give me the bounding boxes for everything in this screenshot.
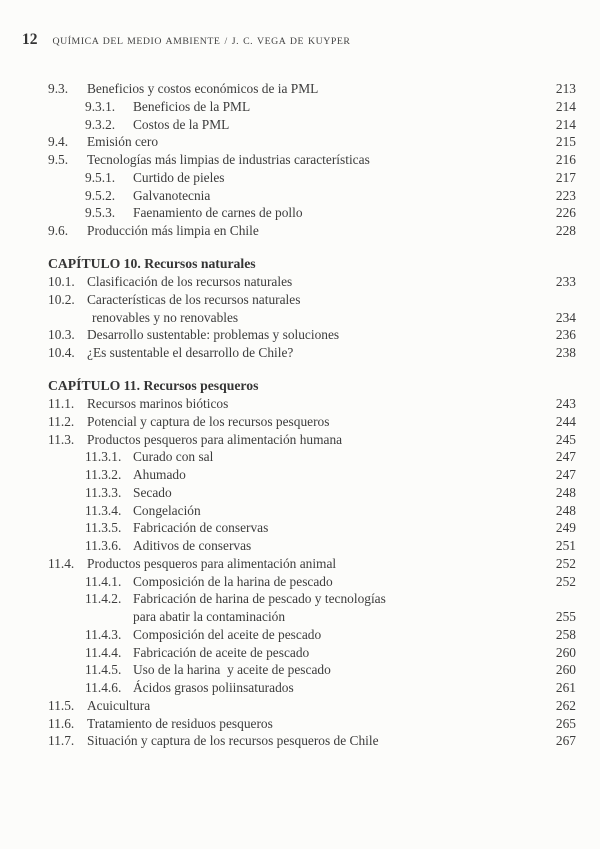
toc-entry-page: 261 — [555, 680, 576, 695]
toc-entry-title: Tecnologías más limpias de industrias características — [87, 152, 370, 167]
toc-entry-page: 260 — [555, 662, 576, 678]
toc-row — [48, 697, 576, 715]
toc-entry-title: ¿Es sustentable el desarrollo de Chile? — [87, 345, 294, 360]
toc-entry-title: para abatir la contaminación — [133, 609, 286, 624]
toc-row — [48, 222, 576, 240]
toc-row — [48, 98, 576, 116]
toc-row — [48, 715, 576, 733]
page-header — [22, 31, 351, 49]
toc-row — [48, 555, 576, 573]
toc-entry-title: Beneficios y costos económicos de ia PML — [87, 81, 319, 96]
toc-entry-title: Costos de la PML — [133, 116, 230, 132]
toc-entry-number: 11.4.4. — [85, 644, 122, 660]
chapter-heading — [48, 377, 576, 395]
toc-entry-page: 217 — [555, 169, 576, 185]
toc-entry-number: 11.3.4. — [85, 502, 122, 518]
toc-entry-page: 233 — [555, 274, 576, 289]
toc-row — [48, 326, 576, 344]
toc-entry-title: Ahumado — [133, 467, 186, 482]
toc-entry-page: 215 — [555, 134, 576, 150]
toc-entry-title: Acuicultura — [87, 697, 151, 713]
toc-entry-title: Curado con sal — [133, 449, 214, 465]
toc-row — [48, 80, 576, 98]
toc-row — [48, 169, 576, 187]
toc-entry-number: 11.5. — [48, 697, 75, 713]
toc-entry-page: 265 — [555, 715, 576, 731]
toc-entry-page: 251 — [555, 538, 576, 553]
toc-entry-number: 11.3.5. — [85, 520, 122, 536]
toc-entry-number: 11.6. — [48, 715, 75, 731]
toc-entry-title: Faenamiento de carnes de pollo — [133, 205, 303, 221]
chapter-title: CAPÍTULO 11. Recursos pesqueros — [48, 378, 259, 394]
toc-entry-page: 213 — [555, 81, 576, 96]
toc-entry-number: 10.1. — [48, 274, 75, 289]
chapter-heading — [48, 255, 576, 273]
toc-entry-page: 248 — [555, 484, 576, 500]
toc-entry-page — [542, 590, 576, 608]
toc-entry-number: 11.4.2. — [85, 591, 122, 607]
toc-entry-page: 258 — [555, 626, 576, 642]
toc-entry-number: 11.3. — [48, 431, 75, 447]
toc-entry-page: 243 — [555, 396, 576, 411]
toc-entry-number: 11.3.1. — [85, 449, 122, 465]
toc-entry-title: Situación y captura de los recursos pesqueros de Chile — [87, 733, 379, 749]
toc-entry-page: 226 — [555, 205, 576, 221]
toc-entry-title: Producción más limpia en Chile — [87, 223, 259, 238]
toc-entry-page: 244 — [555, 413, 576, 429]
toc-row — [48, 344, 576, 362]
toc-entry-page: 216 — [555, 152, 576, 167]
toc-entry-number: 9.5.1. — [85, 169, 116, 185]
toc-entry-number: 9.4. — [48, 134, 69, 150]
toc-row — [48, 608, 576, 626]
toc-entry-page: 245 — [555, 431, 576, 447]
toc-entry-page: 260 — [555, 644, 576, 660]
toc-entry-title: Aditivos de conservas — [133, 538, 252, 553]
toc-row — [48, 116, 576, 134]
toc-entry-title: Desarrollo sustentable: problemas y soluciones — [87, 327, 340, 343]
toc-row — [48, 661, 576, 679]
toc-entry-number: 11.2. — [48, 413, 75, 429]
toc-row — [48, 413, 576, 431]
toc-entry-page: 262 — [555, 697, 576, 713]
toc-row — [48, 590, 576, 608]
running-title: QUÍMICA DEL MEDIO AMBIENTE / J. C. VEGA DE KUYPER — [52, 36, 351, 47]
toc-entry-title: Clasificación de los recursos naturales — [87, 274, 293, 289]
toc-entry-number: 9.3.1. — [85, 98, 116, 114]
toc-entry-title: Galvanotecnia — [133, 187, 211, 203]
toc-entry-title: Tratamiento de residuos pesqueros — [87, 715, 273, 731]
toc-entry-title: Productos pesqueros para alimentación humana — [87, 431, 343, 447]
toc-entry-page: 223 — [555, 187, 576, 203]
toc-entry-title: Beneficios de la PML — [133, 98, 251, 114]
toc-entry-number: 11.4. — [48, 555, 75, 571]
toc-entry-number: 9.6. — [48, 223, 69, 238]
toc-row — [48, 732, 576, 750]
toc-entry-number: 11.3.2. — [85, 467, 122, 482]
toc-entry-title: Composición del aceite de pescado — [133, 626, 322, 642]
toc-entry-title: Potencial y captura de los recursos pesqueros — [87, 413, 330, 429]
page-number: 12 — [22, 31, 38, 48]
toc-entry-page: 252 — [555, 555, 576, 571]
toc-row — [48, 484, 576, 502]
toc-entry-number: 10.2. — [48, 291, 75, 307]
toc-entry-page: 247 — [555, 467, 576, 482]
toc-entry-page: 247 — [555, 449, 576, 465]
toc-row — [48, 466, 576, 484]
toc-entry-title: Secado — [133, 484, 172, 500]
toc-row — [48, 519, 576, 537]
toc-entry-number: 11.4.5. — [85, 662, 122, 678]
toc-entry-number: 11.3.6. — [85, 538, 122, 553]
toc-row — [48, 395, 576, 413]
toc-entry-number: 10.4. — [48, 345, 75, 360]
toc-entry-number: 11.3.3. — [85, 484, 122, 500]
toc-entry-title: Fabricación de harina de pescado y tecnologías — [133, 591, 386, 607]
toc-row — [48, 204, 576, 222]
toc-entry-number: 11.4.6. — [85, 680, 122, 695]
toc-row — [48, 537, 576, 555]
toc-entry-number: 10.3. — [48, 327, 75, 343]
toc-entry-title: Características de los recursos naturales — [87, 291, 301, 307]
toc-entry-page: 249 — [555, 520, 576, 536]
toc-entry-title: renovables y no renovables — [92, 309, 239, 325]
toc-row — [48, 291, 576, 309]
toc-entry-title: Productos pesqueros para alimentación animal — [87, 555, 337, 571]
toc-entry-page: 214 — [555, 98, 576, 114]
toc-entry-page: 214 — [555, 116, 576, 132]
toc-entry-number: 9.3.2. — [85, 116, 116, 132]
toc-entry-page: 255 — [555, 609, 576, 624]
toc-entry-page — [542, 291, 576, 309]
toc-entry-title: Uso de la harina y aceite de pescado — [133, 662, 331, 678]
toc-entry-title: Fabricación de conservas — [133, 520, 269, 536]
toc-row — [48, 644, 576, 662]
toc-entry-title: Fabricación de aceite de pescado — [133, 644, 310, 660]
toc-row — [48, 679, 576, 697]
toc-entry-number: 9.5.2. — [85, 187, 116, 203]
toc-entry-title: Emisión cero — [87, 134, 159, 150]
toc-entry-number: 9.3. — [48, 81, 69, 96]
toc-entry-page: 252 — [555, 573, 576, 589]
toc-entry-page: 238 — [555, 345, 576, 360]
toc-entry-number: 9.5. — [48, 152, 69, 167]
toc-entry-number: 9.5.3. — [85, 205, 116, 221]
toc-entry-number: 11.7. — [48, 733, 75, 749]
toc-entry-number: 11.4.3. — [85, 626, 122, 642]
toc-row — [48, 133, 576, 151]
toc-entry-page: 228 — [555, 223, 576, 238]
toc-entry-number: 11.4.1. — [85, 573, 122, 589]
toc-entry-number: 11.1. — [48, 396, 75, 411]
toc-row — [48, 187, 576, 205]
chapter-title: CAPÍTULO 10. Recursos naturales — [48, 256, 256, 272]
toc-row — [48, 151, 576, 169]
toc-entry-page: 267 — [555, 733, 576, 749]
toc-entry-page: 248 — [555, 502, 576, 518]
table-of-contents — [48, 80, 576, 750]
toc-entry-title: Curtido de pieles — [133, 169, 225, 185]
toc-row — [48, 309, 576, 327]
toc-entry-title: Congelación — [133, 502, 201, 518]
toc-entry-page: 236 — [555, 327, 576, 343]
toc-row — [48, 626, 576, 644]
toc-row — [48, 573, 576, 591]
toc-entry-title: Recursos marinos bióticos — [87, 396, 229, 411]
toc-row — [48, 448, 576, 466]
toc-entry-title: Ácidos grasos poliinsaturados — [133, 680, 294, 695]
toc-row — [48, 273, 576, 291]
toc-entry-page: 234 — [555, 309, 576, 325]
toc-entry-title: Composición de la harina de pescado — [133, 573, 333, 589]
toc-row — [48, 431, 576, 449]
toc-row — [48, 502, 576, 520]
